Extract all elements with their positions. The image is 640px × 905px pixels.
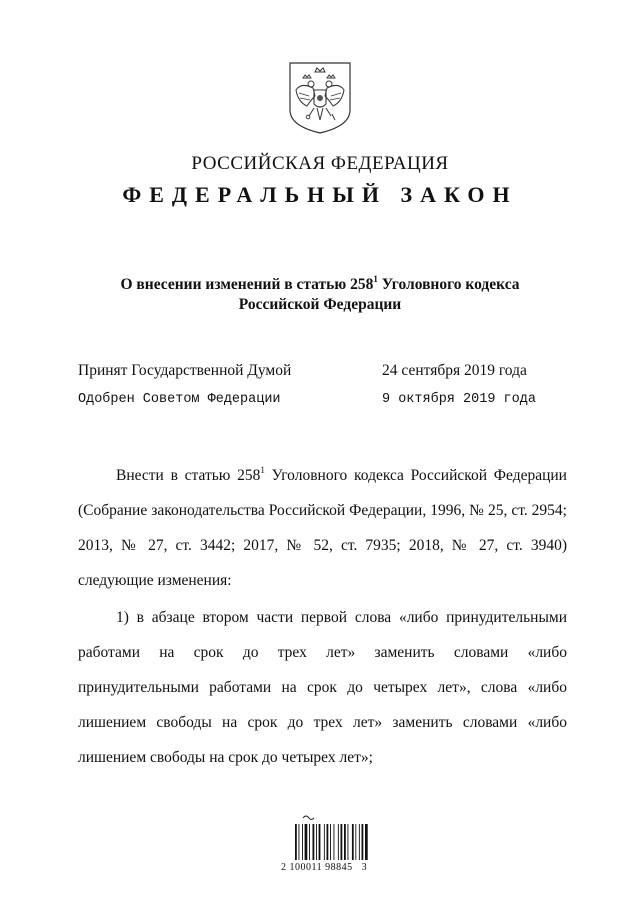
law-title-text: О внесении изменений в статью 258 [120,276,374,294]
body-paragraph-1-start: Внести в статью 258 [116,467,261,484]
adoption-duma-label: Принят Государственной Думой [78,362,292,379]
barcode-number: 2 100011 98845 3 [281,862,368,873]
article-superscript-body: 1 [260,464,265,475]
adoption-duma-row [78,362,568,380]
country-name: РОССИЙСКАЯ ФЕДЕРАЦИЯ [191,153,449,174]
article-superscript: 1 [373,274,378,284]
law-title-text-cont: Уголовного кодекса [377,276,520,294]
coat-of-arms-icon [287,60,353,136]
document-type: ФЕДЕРАЛЬНЫЙ ЗАКОН [122,182,518,207]
law-body [78,458,567,775]
body-paragraph-1-rest: Уголовного кодекса Российской Федерации (Собрание законодательства Российской Федерации, 1996, № 25, ст. 2954; 2013, № 27, ст. 3442; 2017, № 52, ст. 7935; 2018, № 27, ст. 3940) следующие изменения: [78,467,567,589]
law-title [0,270,640,315]
approval-council-label: Одобрен Советом Федерации [78,392,281,407]
approval-council-date: 9 октября 2019 года [382,392,536,407]
law-title-line-1 [0,270,640,295]
barcode-icon [281,812,371,884]
adoption-duma-date: 24 сентября 2019 года [382,362,527,379]
body-paragraph-1 [78,458,567,598]
body-paragraph-2: 1) в абзаце втором части первой слова «либо принудительными работами на срок до трех лет» заменить словами «либо принудительными работами на срок до четырех лет», слова «либо лишением свободы на срок до трех лет» заменить словами «либо лишением свободы на срок до четырех лет»; [78,609,567,766]
law-title-line-2: Российской Федерации [238,296,402,314]
approval-council-row [78,392,568,407]
